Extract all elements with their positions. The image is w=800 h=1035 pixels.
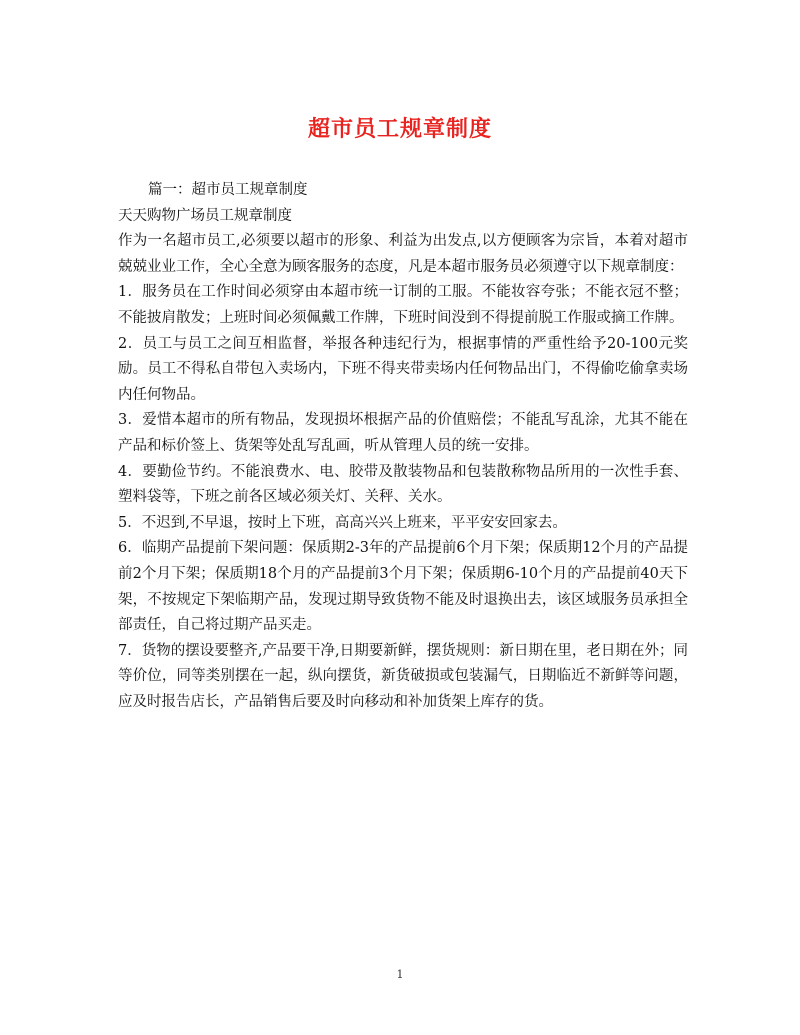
paragraph-rule-6: 6．临期产品提前下架问题：保质期2-3年的产品提前6个月下架；保质期12个月的产品提前2个月下架；保质期18个月的产品提前3个月下架；保质期6-10个月的产品提前40天下架，不按规定下架临期产品，发现过期导致货物不能及时退换出去，该区域服务员承担全部责任，自己将过期产品买走。 — [118, 540, 688, 634]
paragraph-chapter-heading: 篇一：超市员工规章制度 — [148, 182, 308, 198]
paragraph-rule-5: 5．不迟到,不早退，按时上下班，高高兴兴上班来，平平安安回家去。 — [118, 514, 567, 531]
paragraph-rule-2: 2．员工与员工之间互相监督，举报各种违纪行为，根据事情的严重性给予20-100元奖励。员工不得私自带包入卖场内，下班不得夹带卖场内任何物品出门，不得偷吃偷拿卖场内任何物品。 — [118, 335, 688, 403]
page-number: 1 — [396, 968, 404, 981]
paragraph-rule-7: 7．货物的摆设要整齐,产品要干净,日期要新鲜，摆货规则：新日期在里，老日期在外；同等价位，同等类别摆在一起，纵向摆货，新货破损或包装漏气，日期临近不新鲜等问题，应及时报告店长，产品销售后要及时向移动和补加货架上库存的货。 — [118, 642, 688, 710]
document-title: 超市员工规章制度 — [307, 117, 492, 142]
paragraph-rule-4: 4．要勤俭节约。不能浪费水、电、胶带及散装物品和包装散称物品所用的一次性手套、塑料袋等，下班之前各区域必须关灯、关秤、关水。 — [118, 463, 688, 506]
paragraph-subtitle: 天天购物广场员工规章制度 — [118, 207, 292, 224]
paragraph-rule-1: 1．服务员在工作时间必须穿由本超市统一订制的工服。不能妆容夸张；不能衣冠不整；不能披肩散发；上班时间必须佩戴工作牌，下班时间没到不得提前脱工作服或摘工作牌。 — [118, 284, 688, 326]
paragraph-rule-3: 3．爱惜本超市的所有物品，发现损坏根据产品的价值赔偿；不能乱写乱涂，尤其不能在产品和标价签上、货架等处乱写乱画，听从管理人员的统一安排。 — [118, 412, 688, 454]
paragraph-intro: 作为一名超市员工,必须要以超市的形象、利益为出发点,以方便顾客为宗旨，本着对超市兢兢业业工作，全心全意为顾客服务的态度，凡是本超市服务员必须遵守以下规章制度： — [118, 233, 688, 275]
document-body — [118, 178, 688, 715]
